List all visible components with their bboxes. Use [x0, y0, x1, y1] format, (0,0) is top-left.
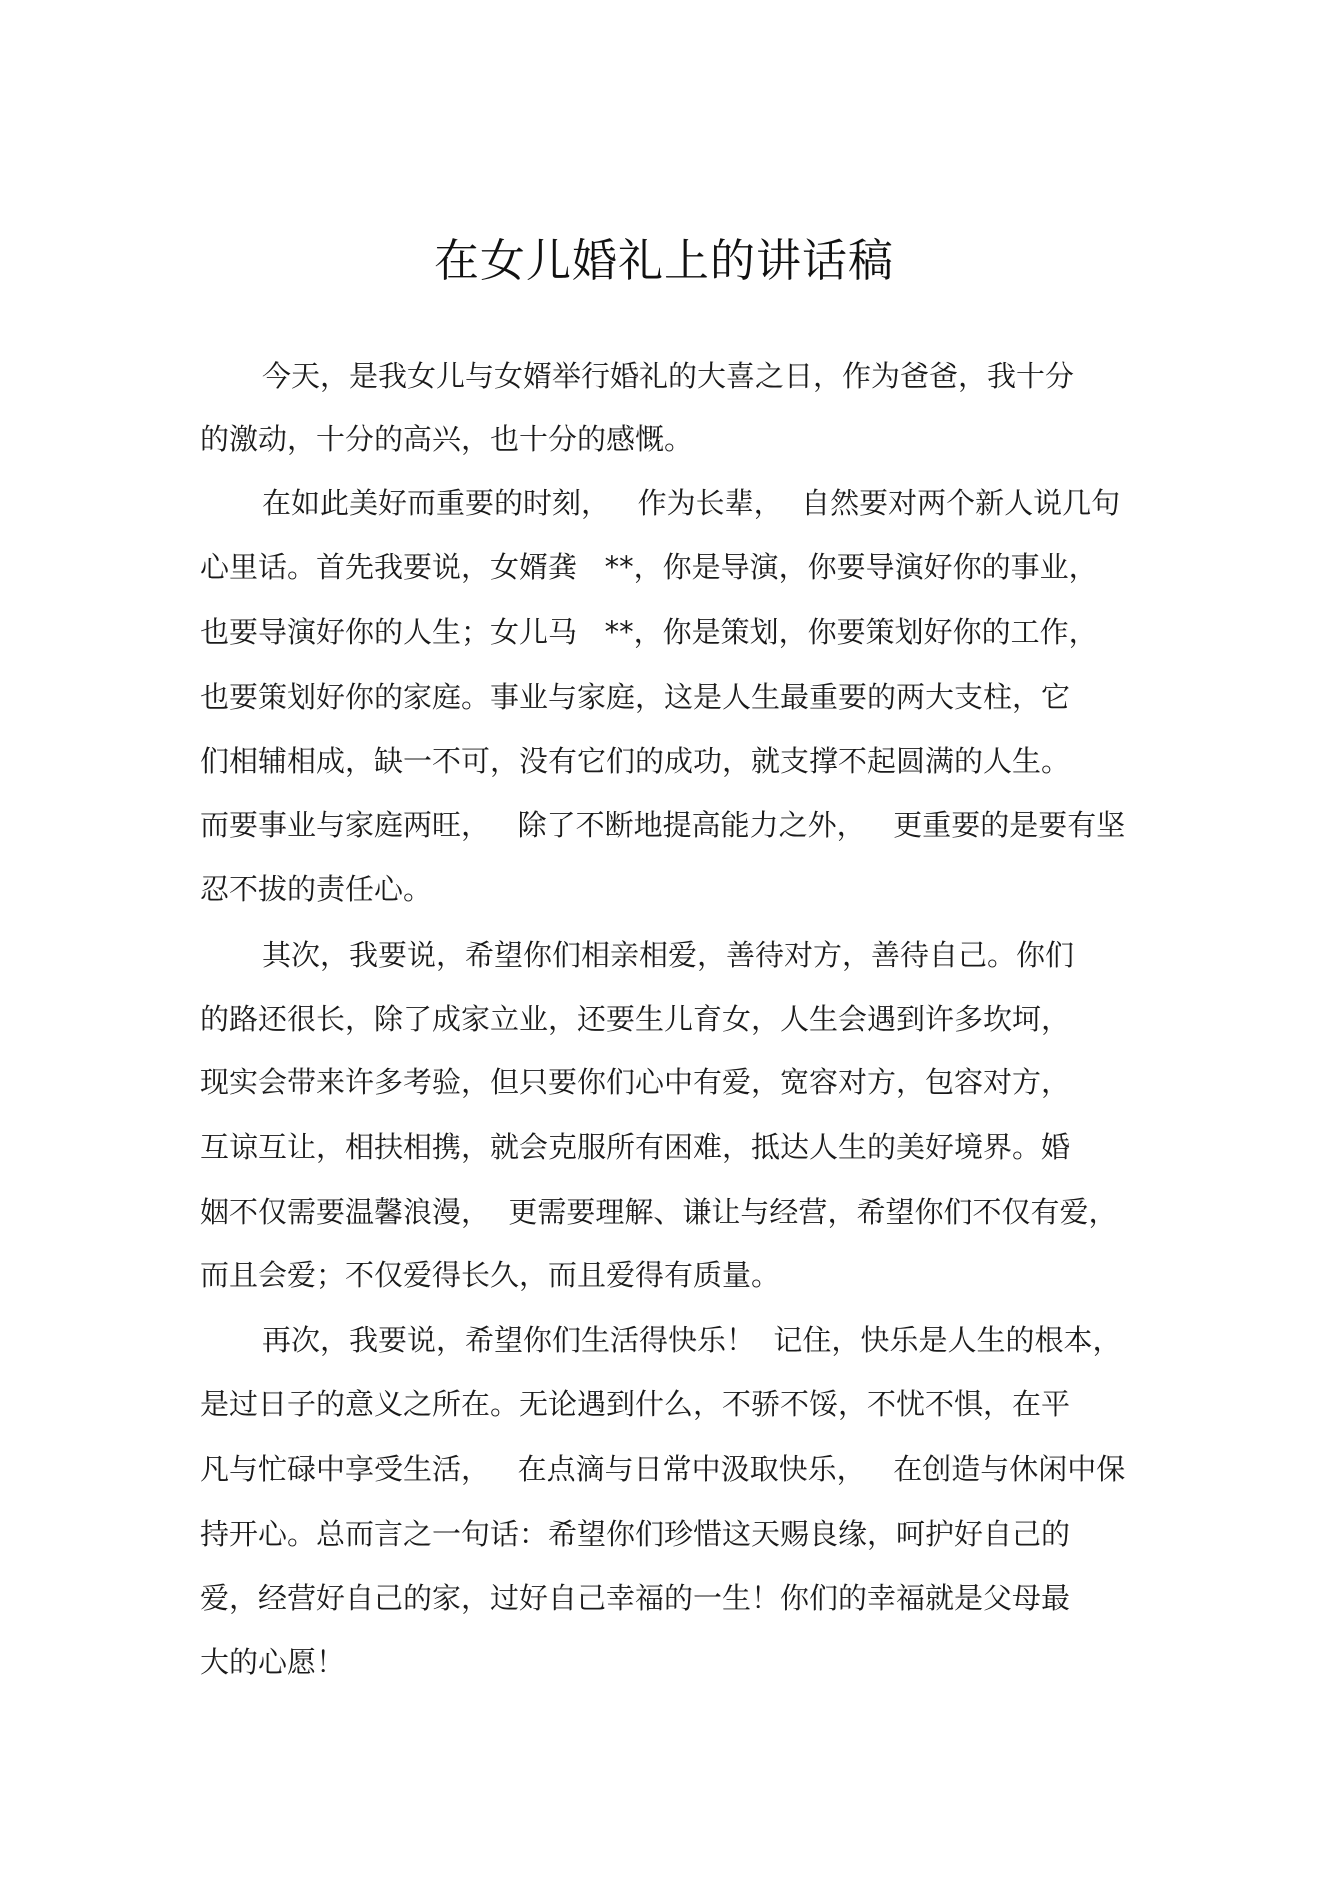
paragraph-line: 凡与忙碌中享受生活， 在点滴与日常中汲取快乐， 在创造与休闲中保	[200, 1452, 1126, 1486]
paragraph-line: 也要策划好你的家庭。事业与家庭，这是人生最重要的两大支柱，它	[200, 680, 1071, 714]
paragraph-line: 再次，我要说，希望你们生活得快乐！ 记住，快乐是人生的根本，	[262, 1323, 1122, 1357]
paragraph-line: 持开心。总而言之一句话：希望你们珍惜这天赐良缘，呵护好自己的	[200, 1517, 1071, 1551]
paragraph-line: 心里话。首先我要说，女婿龚 **，你是导演，你要导演好你的事业，	[200, 550, 1098, 584]
document-title: 在女儿婚礼上的讲话稿	[433, 234, 894, 287]
paragraph-line: 在如此美好而重要的时刻， 作为长辈， 自然要对两个新人说几句	[262, 486, 1121, 520]
paragraph-line: 的路还很长，除了成家立业，还要生儿育女，人生会遇到许多坎坷，	[200, 1002, 1071, 1036]
paragraph-line: 的激动，十分的高兴，也十分的感慨。	[200, 422, 694, 456]
paragraph-line: 其次，我要说，希望你们相亲相爱，善待对方，善待自己。你们	[262, 938, 1075, 972]
paragraph-line: 现实会带来许多考验，但只要你们心中有爱，宽容对方，包容对方，	[200, 1065, 1071, 1099]
paragraph-line: 忍不拔的责任心。	[200, 872, 433, 906]
paragraph-line: 们相辅相成，缺一不可，没有它们的成功，就支撑不起圆满的人生。	[200, 744, 1071, 778]
paragraph-line: 爱，经营好自己的家，过好自己幸福的一生！你们的幸福就是父母最	[200, 1581, 1071, 1615]
paragraph-line: 而要事业与家庭两旺， 除了不断地提高能力之外， 更重要的是要有坚	[200, 808, 1126, 842]
paragraph-line: 而且会爱；不仅爱得长久，而且爱得有质量。	[200, 1258, 781, 1292]
paragraph-line: 大的心愿！	[200, 1645, 346, 1679]
paragraph-line: 姻不仅需要温馨浪漫， 更需要理解、谦让与经营，希望你们不仅有爱，	[200, 1195, 1118, 1229]
paragraph-line: 也要导演好你的人生；女儿马 **，你是策划，你要策划好你的工作，	[200, 615, 1098, 649]
paragraph-line: 互谅互让，相扶相携，就会克服所有困难，抵达人生的美好境界。婚	[200, 1130, 1071, 1164]
paragraph-line: 是过日子的意义之所在。无论遇到什么，不骄不馁，不忧不惧，在平	[200, 1387, 1071, 1421]
paragraph-line: 今天，是我女儿与女婿举行婚礼的大喜之日，作为爸爸，我十分	[262, 359, 1075, 393]
